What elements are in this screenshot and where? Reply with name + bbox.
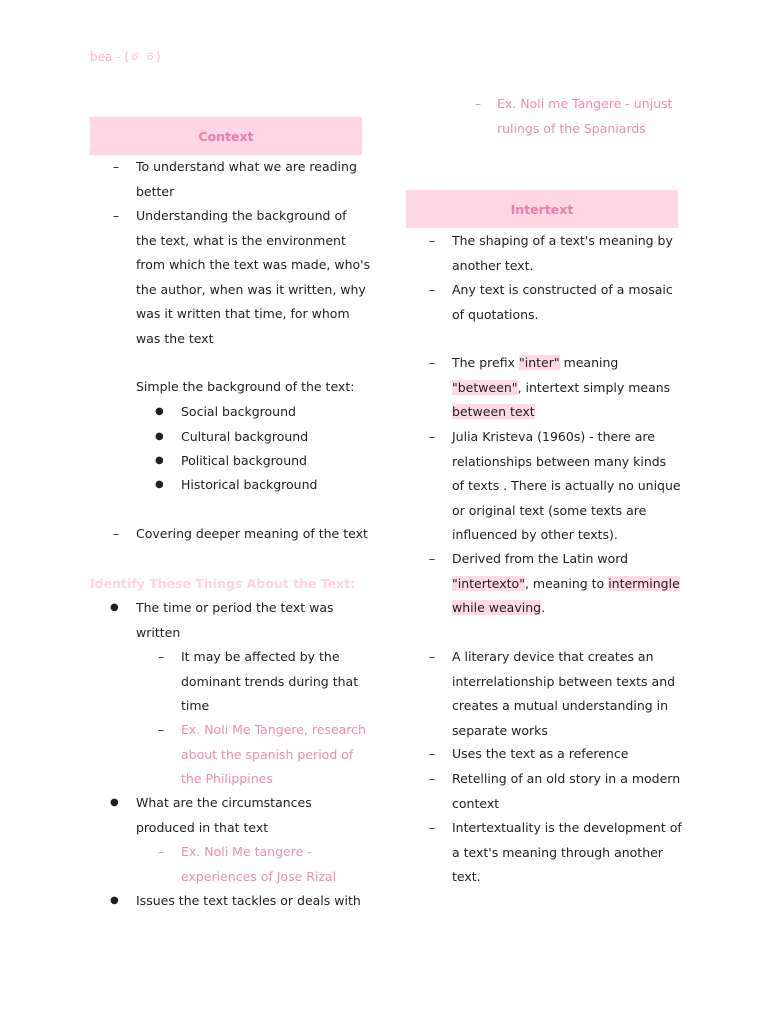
dash-marker: – bbox=[428, 429, 436, 444]
author-name: bea - bbox=[90, 50, 125, 64]
dash-marker: – bbox=[428, 649, 436, 664]
text-span: . bbox=[541, 600, 546, 615]
text-line bbox=[452, 572, 680, 597]
intertext-heading-bar bbox=[406, 190, 678, 228]
text-line: was it written that time, for whom bbox=[136, 306, 350, 321]
bullet-marker: ● bbox=[155, 455, 164, 466]
text-line: the author, when was it written, why bbox=[136, 281, 366, 297]
background-item: Political background bbox=[181, 453, 307, 468]
dash-marker: – bbox=[157, 722, 165, 737]
text-line: relationships between many kinds bbox=[452, 453, 667, 469]
text-line: better bbox=[136, 183, 175, 199]
text-line: Ex. Noli Me tangere - bbox=[181, 844, 312, 859]
background-item: Cultural background bbox=[181, 429, 309, 444]
dash-marker: – bbox=[112, 208, 120, 223]
text-line: about the spanish period of bbox=[181, 746, 354, 762]
text-line: Ex. Noli Me Tangere, research bbox=[181, 722, 366, 737]
context-heading: Context bbox=[198, 128, 254, 144]
text-line: or original text (some texts are bbox=[452, 502, 647, 518]
highlight-weaving: while weaving bbox=[452, 600, 542, 615]
identify-item-issues: Issues the text tackles or deals with bbox=[136, 893, 361, 908]
intertext-heading: Intertext bbox=[510, 201, 574, 217]
dash-marker: – bbox=[428, 551, 436, 566]
text-line: context bbox=[452, 795, 500, 811]
highlight-intermingle: intermingle bbox=[608, 575, 680, 591]
text-line bbox=[452, 376, 670, 401]
dash-marker: – bbox=[112, 159, 120, 174]
text-line: rulings of the Spaniards bbox=[497, 120, 646, 136]
text-line: time bbox=[181, 698, 210, 713]
dash-marker: – bbox=[428, 233, 436, 248]
purpose-example bbox=[497, 92, 672, 141]
text-line: What are the circumstances bbox=[136, 795, 312, 810]
dash-marker: – bbox=[157, 649, 165, 664]
text-line: It may be affected by the bbox=[181, 649, 340, 664]
text-line: text. bbox=[452, 869, 481, 884]
bullet-marker: ● bbox=[155, 431, 164, 442]
text-line: The time or period the text was bbox=[136, 600, 334, 615]
bullet-marker: ● bbox=[110, 602, 119, 613]
covering-item: Covering deeper meaning of the text bbox=[136, 526, 368, 541]
dash-marker: – bbox=[112, 526, 120, 541]
text-span: , meaning to bbox=[524, 575, 609, 591]
time-example bbox=[181, 718, 366, 792]
text-line bbox=[452, 351, 670, 376]
kristeva-item bbox=[452, 425, 681, 548]
latin-item bbox=[452, 547, 680, 621]
dash-marker: – bbox=[474, 96, 482, 111]
text-line: written bbox=[136, 624, 181, 640]
dash-marker: – bbox=[428, 820, 436, 835]
text-line: Any text is constructed of a mosaic bbox=[452, 282, 673, 297]
text-span: meaning bbox=[559, 355, 619, 370]
text-line: A literary device that creates an bbox=[452, 649, 654, 664]
text-line: produced in that text bbox=[136, 819, 269, 835]
bullet-marker: ● bbox=[155, 406, 164, 417]
highlight-between: "between" bbox=[452, 379, 518, 395]
time-subitem bbox=[181, 645, 358, 719]
dash-marker: – bbox=[157, 844, 165, 859]
device-item bbox=[452, 645, 675, 743]
highlight-between-text: between text bbox=[452, 404, 535, 419]
text-line: of texts . There is actually no unique bbox=[452, 478, 681, 493]
highlight-inter: "inter" bbox=[518, 355, 560, 370]
intertext-item bbox=[452, 278, 673, 327]
text-line: from which the text was made, who's bbox=[136, 257, 371, 272]
text-line: the Philippines bbox=[181, 771, 273, 786]
dash-marker: – bbox=[428, 746, 436, 761]
dash-marker: – bbox=[428, 355, 436, 370]
dash-marker: – bbox=[428, 282, 436, 297]
dash-marker: – bbox=[428, 771, 436, 786]
text-line: interrelationship between texts and bbox=[452, 673, 676, 689]
author-header bbox=[90, 48, 161, 65]
text-line bbox=[452, 596, 680, 621]
background-item: Social background bbox=[181, 404, 296, 419]
retelling-item bbox=[452, 767, 680, 816]
identify-item-time bbox=[136, 596, 334, 645]
text-line: The shaping of a text's meaning by bbox=[452, 233, 673, 248]
context-item bbox=[136, 204, 370, 351]
identify-heading: Identify These Things About the Text: bbox=[90, 576, 356, 591]
context-heading-bar bbox=[90, 117, 362, 155]
text-line: the text, what is the environment bbox=[136, 232, 346, 248]
background-intro: Simple the background of the text: bbox=[136, 379, 355, 394]
text-line: separate works bbox=[452, 722, 548, 738]
text-line: Julia Kristeva (1960s) - there are bbox=[452, 429, 655, 444]
circumstances-example bbox=[181, 840, 336, 889]
author-kaomoji: (ㆆ ㆆ) bbox=[124, 50, 161, 64]
prefix-item bbox=[452, 351, 670, 425]
text-line: experiences of Jose Rizal bbox=[181, 868, 337, 884]
text-line: of quotations. bbox=[452, 306, 539, 322]
text-line: Intertextuality is the development of bbox=[452, 820, 682, 835]
text-line: dominant trends during that bbox=[181, 673, 359, 689]
highlight-intertexto: "intertexto" bbox=[452, 575, 525, 591]
context-item bbox=[136, 155, 357, 204]
text-line: Ex. Noli me Tangere - unjust bbox=[497, 96, 673, 111]
identify-item-circumstances bbox=[136, 791, 312, 840]
text-span: The prefix bbox=[452, 355, 519, 370]
text-line: influenced by other texts). bbox=[452, 527, 618, 542]
text-line: another text. bbox=[452, 257, 534, 273]
text-line: Derived from the Latin word bbox=[452, 551, 629, 566]
reference-item: Uses the text as a reference bbox=[452, 746, 629, 761]
text-line: was the text bbox=[136, 330, 214, 346]
text-line: Understanding the background of bbox=[136, 208, 347, 223]
text-span: , intertext simply means bbox=[517, 379, 671, 395]
bullet-marker: ● bbox=[155, 479, 164, 490]
background-item: Historical background bbox=[181, 477, 318, 492]
intertextuality-item bbox=[452, 816, 682, 890]
bullet-marker: ● bbox=[110, 797, 119, 808]
text-line: Retelling of an old story in a modern bbox=[452, 771, 681, 786]
text-line bbox=[452, 400, 670, 425]
bullet-marker: ● bbox=[110, 895, 119, 906]
text-line: creates a mutual understanding in bbox=[452, 698, 669, 713]
text-line: To understand what we are reading bbox=[136, 159, 357, 174]
intertext-item bbox=[452, 229, 673, 278]
text-line: a text's meaning through another bbox=[452, 844, 663, 860]
